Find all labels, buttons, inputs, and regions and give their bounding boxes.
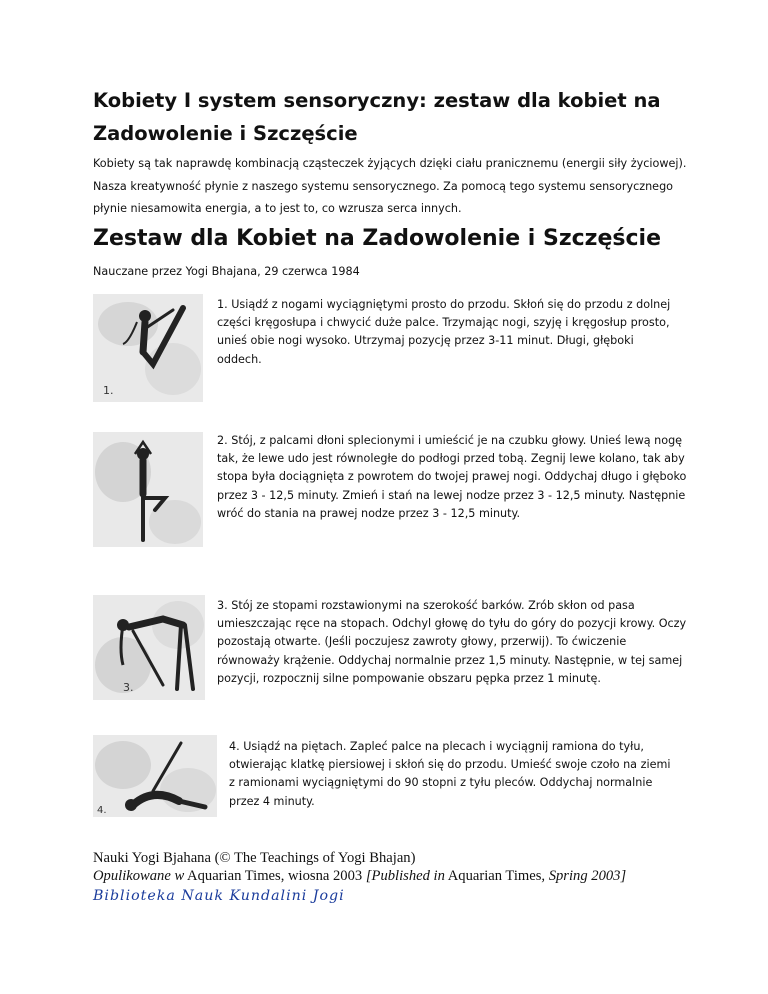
footer-library-link[interactable]: Biblioteka Nauk Kundalini Jogi [93,888,345,904]
exercise-4-illustration [93,735,217,817]
footer-magazine-pl: Aquarian Times, wiosna 2003 [184,868,366,884]
page-title: Kobiety I system sensoryczny: zestaw dla kobiet na Zadowolenie i Szczęście [93,89,661,145]
exercise-2-text: 2. Stój, z palcami dłoni splecionymi i umieścić je na czubku głowy. Unieś lewą nogę tak, że lewe udo jest równoległe do podłogi przed tobą. Zegnij lewe kolano, tak aby stopa była dociągnięta z powrotem do twojej prawej nogi. Oddychaj długo i głęboko przez 3 - 12,5 minuty. Zmień i stań na lewej nodze przez 3 - 12,5 minuty. Następnie wróć do stania na prawej nodze przez 3 - 12,5 minuty. [217,434,687,520]
taught-by-line: Nauczane przez Yogi Bhajana, 29 czerwca 1984 [93,265,360,278]
footer-publication [93,867,626,885]
exercise-1-text: 1. Usiądź z nogami wyciągniętymi prosto do przodu. Skłoń się do przodu z dolnej części kręgosłupa i chwycić duże palce. Trzymając nogi, szyję i kręgosłup prosto, unieś obie nogi wysoko. Utrzymaj pozycję przez 3-11 minut. Długi, głęboki oddech. [217,298,671,366]
footer-copyright [93,849,415,867]
intro-paragraph: Kobiety są tak naprawdę kombinacją cząsteczek żyjących dzięki ciału pranicznemu (energii siły życiowej). Nasza kreatywność płynie z naszego systemu sensorycznego. Za pomocą tego systemu sensorycznego płynie niesamowita energia, a to jest to, co wzrusza serca innych. [93,157,687,215]
exercise-3-image-label: 3. [123,681,134,694]
section-heading: Zestaw dla Kobiet na Zadowolenie i Szczęście [93,226,661,251]
exercise-3-illustration [93,595,205,700]
footer-copyright-text: Nauki Yogi Bjahana (© The Teachings of Yogi Bhajan) [93,850,416,866]
footer-published-label-en: [Published in [365,868,445,884]
exercise-2-illustration [93,432,203,547]
exercise-1-illustration [93,294,203,402]
exercise-1-image-label: 1. [103,384,114,397]
exercise-3-text: 3. Stój ze stopami rozstawionymi na szerokość barków. Zrób skłon od pasa umieszczając ręce na stopach. Odchyl głowę do tyłu do góry do pozycji krowy. Oczy pozostają otwarte. (Jeśli poczujesz zawroty głowy, przerwij). To ćwiczenie równoważy krążenie. Oddychaj normalnie przez 1,5 minuty. Następnie, w tej samej pozycji, rozpocznij silne pompowanie obszaru pępka przez 1 minutę. [217,599,687,685]
exercise-4-text: 4. Usiądź na piętach. Zapleć palce na plecach i wyciągnij ramiona do tyłu, otwierając klatkę piersiowej i skłoń się do przodu. Umieść swoje czoło na ziemi z ramionami wyciągniętymi do 90 stopni z tyłu pleców. Oddychaj normalnie przez 4 minuty. [229,740,671,808]
footer-published-label-pl: Opulikowane w [93,868,185,884]
footer-season-en: , Spring 2003] [541,868,627,884]
exercise-4-image-label: 4. [97,805,107,816]
footer-magazine-en: Aquarian Times [444,868,542,884]
